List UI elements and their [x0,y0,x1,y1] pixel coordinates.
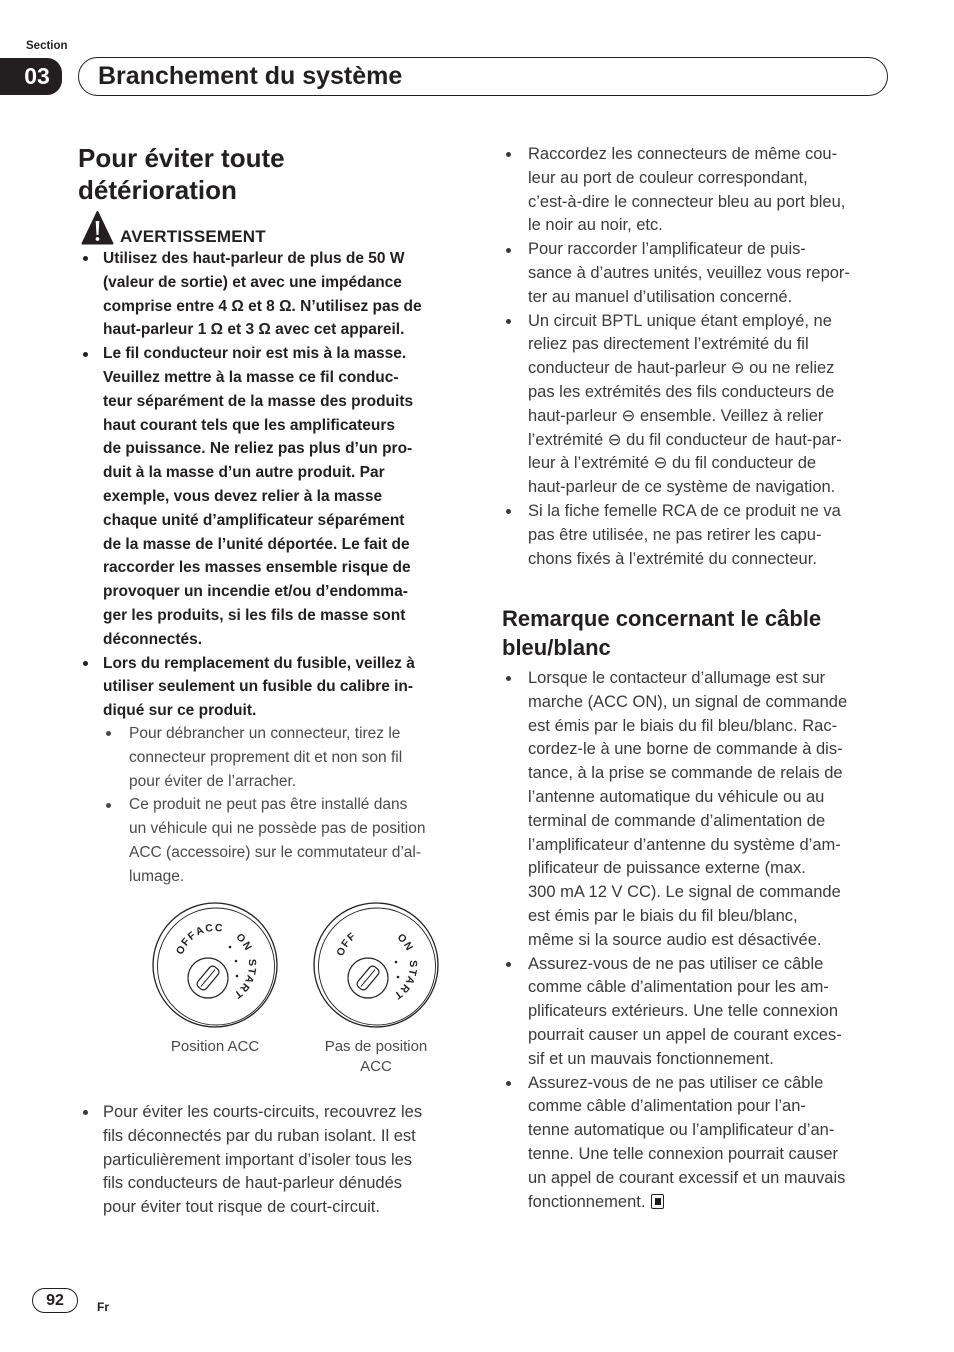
list-item [78,342,463,651]
text-line [528,1191,664,1215]
bullet-dot [506,319,511,324]
line-text: leur au port de couleur correspondant, [528,168,808,187]
bullet-dot [506,248,511,253]
text-line [528,452,816,476]
text-line [103,604,405,628]
line-text: fonctionnement. [528,1192,646,1211]
section-title-box [78,57,888,96]
bullet-text [528,143,889,238]
bullet-dot [83,1110,88,1115]
line-text: pas les extrémités des fils conducteurs de [528,382,835,401]
warning-label: AVERTISSEMENT [120,227,266,246]
text-line [528,976,829,1000]
text-line [528,667,825,691]
section-number: 03 [24,63,50,89]
page-title [78,142,285,206]
position-dot [236,975,239,978]
section-number-badge [0,58,62,95]
line-text: Pour débrancher un connecteur, tirez le [129,725,401,742]
line-text: ger les produits, si les fils de masse sont [103,606,406,624]
bullet-text [103,652,463,723]
line-text: duit à la masse d’un autre produit. Par [103,464,385,482]
line-text: Si la fiche femelle RCA de ce produit ne va [528,501,841,520]
line-text: Raccordez les connecteurs de même cou- [528,145,838,163]
text-line [528,214,663,238]
text-line [528,905,798,929]
line-text: comprise entre 4 Ω et 8 Ω. N’utilisez pas de [103,297,422,315]
line-text: est émis par le biais du fil bleu/blanc. Rac- [528,716,838,735]
text-line [129,865,184,889]
switch-label-start: START [391,960,420,1003]
text-line [528,1072,823,1096]
text-line [528,929,821,953]
line-text: Un circuit BPTL unique étant employé, ne [528,311,832,330]
list-item [500,310,889,500]
bullet-text [528,1072,889,1215]
line-text: pour éviter tout risque de court-circuit. [103,1198,380,1217]
line-text: c’est-à-dire le connecteur bleu au port bleu, [528,192,846,211]
line-text: de la masse de l’unité déportée. Le fait de [103,535,410,553]
bullet-dot [106,731,111,736]
line-text: 300 mA 12 V CC). Le signal de commande [528,883,841,902]
line-text: chaque unité d’amplificateur séparément [103,511,405,529]
subheading-line: Remarque concernant le câble [502,606,822,631]
list-item [500,500,889,571]
bullet-dot [83,661,88,666]
text-line [528,524,821,548]
position-dot [397,976,400,979]
bullet-text [129,793,465,888]
text-line [103,1125,416,1149]
line-text: terminal de commande d’alimentation de [528,811,826,830]
text-line [103,295,422,319]
text-line [103,271,402,295]
text-line [103,628,202,652]
bullet-text [129,722,465,793]
line-text: utiliser seulement un fusible du calibre in- [103,678,414,696]
right-bullet-list-2 [500,667,889,1214]
list-item [78,247,463,342]
line-text: plificateurs extérieurs. Une telle connexion [528,1002,838,1021]
bullet-dot [506,509,511,514]
line-text: leur à l’extrémité ⊖ du fil conducteur de [528,454,817,473]
line-text: tenne automatique ou l’amplificateur d’an- [528,1121,835,1140]
text-line [528,286,792,310]
text-line [129,770,296,794]
text-line [528,1119,834,1143]
text-line [528,167,808,191]
bullet-text [528,238,889,309]
list-item [500,238,889,309]
switch-label-start: START [230,958,259,1002]
bullet-text [528,310,889,500]
line-text: comme câble d’alimentation pour les am- [528,978,829,997]
list-item [78,652,463,723]
text-line [103,580,408,604]
position-dot [395,961,398,964]
text-line [103,1149,412,1173]
bullet-dot [506,676,511,681]
text-line [103,556,411,580]
text-line [528,381,834,405]
line-text: fils déconnectés par du ruban isolant. Il est [103,1126,416,1145]
line-text: lumage. [129,867,185,885]
line-text: Lors du remplacement du fusible, veillez à [103,654,415,672]
text-line [528,310,832,334]
position-dot [235,960,238,963]
text-line [103,414,395,438]
language-code: Fr [97,1300,109,1314]
text-line [528,810,825,834]
subheading-line: bleu/blanc [502,635,611,660]
line-text: Le fil conducteur noir est mis à la masse. [103,345,407,363]
line-text: comme câble d’alimentation pour l’an- [528,1097,806,1116]
line-text: Pour raccorder l’amplificateur de puis- [528,240,806,259]
line-text: tance, à la prise se commande de relais de [528,764,843,783]
line-text: pourrait causer un appel de courant exces- [528,1025,842,1044]
bullet-dot [506,1081,511,1086]
text-line [103,509,404,533]
line-text: reliez pas directement l’extrémité du fil [528,335,809,354]
line-text: plificateur de puissance externe (max. [528,859,806,878]
text-line [528,548,817,572]
text-line [103,247,404,271]
line-text: ACC (accessoire) sur le commutateur d’al- [129,843,422,861]
text-line [103,533,410,557]
warning-triangle-icon [81,210,114,246]
text-line [528,953,823,977]
list-item [500,1072,889,1215]
list-item [500,667,889,953]
caption-line: Pas de position [324,1038,428,1055]
page-number-badge [32,1288,78,1313]
end-mark-icon [651,1194,664,1209]
line-text: raccorder les masses ensemble risque de [103,559,411,577]
line-text: tenne. Une telle connexion pourrait causer [528,1144,839,1163]
bullet-text [103,342,463,651]
list-item [500,953,889,1072]
line-text: Utilisez des haut-parleur de plus de 50 W [103,250,405,267]
line-text: l’antenne automatique du véhicule ou au [528,787,825,806]
text-line [103,1101,422,1125]
list-item [100,793,465,888]
text-line [528,333,809,357]
line-text: chons fixés à l’extrémité du connecteur. [528,549,817,568]
bullet-text [528,953,889,1072]
switch-label-on: ON [394,931,416,954]
caption-line: ACC [360,1058,392,1075]
ignition-switch-figure [140,895,450,1035]
text-line [528,357,834,381]
title-line: Pour éviter toute [78,143,285,173]
text-line [528,429,842,453]
line-text: particulièrement important d’isoler tous les [103,1150,413,1169]
list-item [500,143,889,238]
line-text: sance à d’autres unités, veuillez vous repor- [528,263,850,282]
line-text: l’amplificateur d’antenne du système d’am- [528,835,841,854]
line-text: conducteur de haut-parleur ⊖ ou ne reliez [528,359,835,378]
text-line [528,262,850,286]
text-line [528,1167,845,1191]
text-line [129,793,407,817]
switch-label-off: OFF [173,928,200,957]
title-line: détérioration [78,175,237,205]
warning-list [78,247,463,723]
text-line [103,1196,380,1220]
line-text: diqué sur ce produit. [103,702,257,720]
text-line [528,1000,838,1024]
bullet-dot [506,152,511,157]
line-text: déconnectés. [103,630,203,648]
ignition-switch-no-acc [314,903,438,1027]
text-line [528,1143,838,1167]
text-line [528,715,837,739]
figure-caption-acc [150,1037,280,1057]
switch-label-on: ON [233,931,255,954]
line-text: l’extrémité ⊖ du fil conducteur de haut-par- [528,430,842,449]
text-line [129,817,425,841]
subheading [502,604,821,662]
text-line [103,699,256,723]
line-text: ter au manuel d’utilisation concerné. [528,287,793,306]
bullet-text [103,1101,463,1220]
text-line [129,841,421,865]
caption-line: Position ACC [170,1038,260,1055]
text-line [528,191,845,215]
text-line [103,485,382,509]
bullet-text [528,500,889,571]
sub-bullet-list [100,722,465,889]
text-line [528,857,806,881]
text-line [103,652,415,676]
line-text: Veuillez mettre à la masse ce fil conduc- [103,368,399,386]
text-line [528,476,835,500]
text-line [528,834,841,858]
switch-label-acc: ACC [193,921,225,939]
bullet-dot [83,256,88,261]
figure-caption-no-acc [311,1037,441,1077]
bullet-list-after-figure [78,1101,463,1220]
bullet-dot [106,803,111,808]
line-text: pour éviter de l’arracher. [129,772,297,790]
section-title: Branchement du système [98,62,403,90]
line-text: provoquer un incendie et/ou d’endomma- [103,583,408,601]
ignition-switch-acc [153,903,277,1027]
line-text: Ce produit ne peut pas être installé dans [129,796,408,814]
text-line [528,1024,842,1048]
text-line [528,786,824,810]
line-text: (valeur de sortie) et avec une impédance [103,273,402,291]
text-line [528,500,841,524]
text-line [129,746,402,770]
line-text: Lorsque le contacteur d’allumage est sur [528,669,826,687]
text-line [528,691,847,715]
bullet-dot [83,352,88,357]
line-text: haut-parleur de ce système de navigation. [528,478,836,497]
text-line [103,318,404,342]
line-text: un véhicule qui ne possède pas de position [129,820,426,838]
page-number: 92 [46,1291,64,1309]
switch-label-off: OFF [334,929,359,958]
line-text: haut-parleur 1 Ω et 3 Ω avec cet appareil. [103,321,405,339]
line-text: fils conducteurs de haut-parleur dénudés [103,1174,403,1193]
text-line [103,437,412,461]
text-line [103,1172,402,1196]
text-line [103,675,413,699]
text-line [528,405,823,429]
text-line [129,722,400,746]
text-line [528,762,843,786]
list-item [78,1101,463,1220]
line-text: haut-parleur ⊖ ensemble. Veillez à relier [528,406,824,425]
line-text: est émis par le biais du fil bleu/blanc, [528,906,798,925]
text-line [528,143,837,167]
line-text: de puissance. Ne reliez pas plus d’un pro- [103,440,413,458]
line-text: un appel de courant excessif et un mauvais [528,1168,846,1187]
line-text: Assurez-vous de ne pas utiliser ce câble [528,954,824,973]
line-text: haut courant tels que les amplificateurs [103,416,395,434]
line-text: même si la source audio est désactivée. [528,930,822,949]
line-text: connecteur proprement dit et non son fil [129,748,403,766]
section-label: Section [26,40,68,52]
text-line [103,342,406,366]
position-dot [229,946,232,949]
line-text: sif et un mauvais fonctionnement. [528,1049,774,1068]
bullet-text [528,667,889,953]
line-text: le noir au noir, etc. [528,216,663,235]
text-line [103,390,413,414]
list-item [100,722,465,793]
text-line [528,238,806,262]
line-text: cordez-le à une borne de commande à dis- [528,740,843,759]
text-line [103,366,398,390]
line-text: teur séparément de la masse des produits [103,392,414,410]
bullet-text [103,247,463,342]
text-line [103,461,385,485]
line-text: exemple, vous devez relier à la masse [103,487,383,505]
line-text: Assurez-vous de ne pas utiliser ce câble [528,1073,824,1092]
text-line [528,1095,806,1119]
text-line [528,738,843,762]
line-text: Pour éviter les courts-circuits, recouvrez les [103,1103,423,1121]
bullet-dot [506,962,511,967]
right-bullet-list [500,143,889,571]
line-text: pas être utilisée, ne pas retirer les capu- [528,525,822,544]
text-line [528,1048,774,1072]
text-line [528,881,841,905]
line-text: marche (ACC ON), un signal de commande [528,692,848,711]
